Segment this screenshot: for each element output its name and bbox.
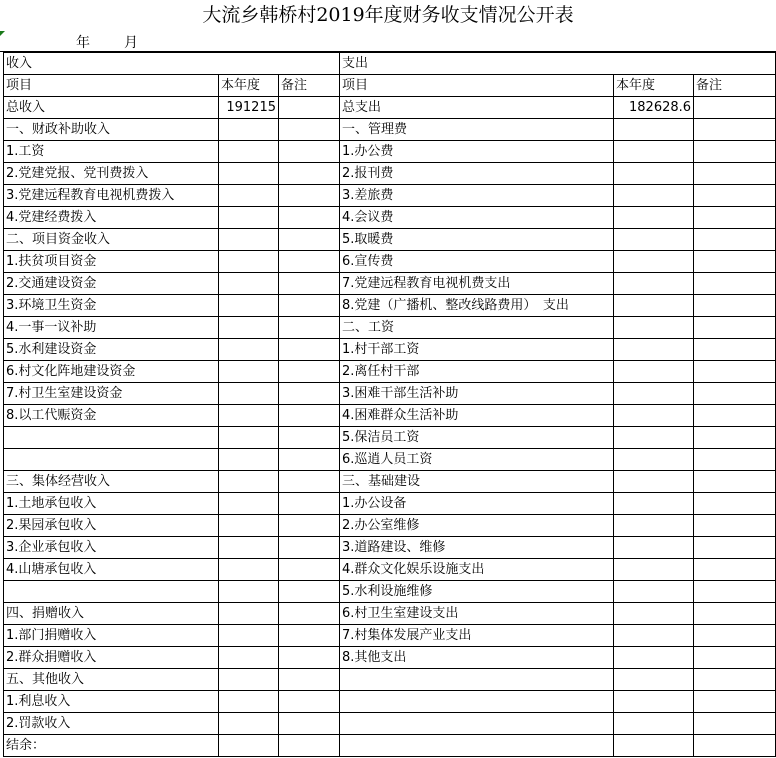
- income-note-cell[interactable]: [279, 295, 340, 317]
- table-row: [4, 581, 776, 603]
- income-item-cell[interactable]: 2.交通建设资金: [4, 273, 219, 295]
- income-item-cell[interactable]: 三、集体经营收入: [4, 471, 219, 493]
- expense-amount-cell[interactable]: [614, 427, 694, 449]
- income-item-cell[interactable]: 1.部门捐赠收入: [4, 625, 219, 647]
- expense-item-cell[interactable]: 8.其他支出: [340, 647, 614, 669]
- expense-note-cell[interactable]: [694, 559, 776, 581]
- income-item-cell[interactable]: [4, 449, 219, 471]
- income-note-cell[interactable]: [279, 185, 340, 207]
- income-note-cell[interactable]: [279, 317, 340, 339]
- income-amount-cell[interactable]: [219, 229, 279, 251]
- income-item-cell[interactable]: 2.党建党报、党刊费拨入: [4, 163, 219, 185]
- income-item-cell[interactable]: 1.扶贫项目资金: [4, 251, 219, 273]
- table-row: [4, 229, 776, 251]
- expense-note-cell[interactable]: [694, 735, 776, 757]
- income-amount-cell[interactable]: [219, 713, 279, 735]
- expense-note-cell[interactable]: [694, 537, 776, 559]
- table-row: [4, 449, 776, 471]
- expense-note-cell[interactable]: [694, 339, 776, 361]
- table-row: [4, 735, 776, 757]
- column-header-row: [4, 75, 776, 97]
- expense-note-cell[interactable]: [694, 493, 776, 515]
- table-row: [4, 405, 776, 427]
- income-note-cell[interactable]: [279, 493, 340, 515]
- expense-note-cell[interactable]: [694, 449, 776, 471]
- date-year-label: 年: [76, 35, 90, 51]
- income-note-cell[interactable]: [279, 713, 340, 735]
- expense-note-cell[interactable]: [694, 581, 776, 603]
- expense-amount-cell[interactable]: [614, 273, 694, 295]
- expense-item-cell[interactable]: 6.村卫生室建设支出: [340, 603, 614, 625]
- income-note-cell[interactable]: [279, 735, 340, 757]
- income-note-cell[interactable]: [279, 251, 340, 273]
- income-item-cell[interactable]: 1.利息收入: [4, 691, 219, 713]
- table-row: [4, 427, 776, 449]
- table-row: [4, 471, 776, 493]
- table-row: [4, 163, 776, 185]
- expense-amount-cell[interactable]: [614, 185, 694, 207]
- expense-amount-cell[interactable]: [614, 669, 694, 691]
- income-amount-cell[interactable]: [219, 647, 279, 669]
- expense-item-cell[interactable]: 5.水利设施维修: [340, 581, 614, 603]
- expense-note-header[interactable]: 备注: [694, 75, 776, 97]
- income-item-cell[interactable]: 2.罚款收入: [4, 713, 219, 735]
- income-note-cell[interactable]: [279, 515, 340, 537]
- table-row: [4, 383, 776, 405]
- income-note-cell[interactable]: [279, 405, 340, 427]
- expense-note-cell[interactable]: [694, 647, 776, 669]
- expense-item-cell[interactable]: [340, 691, 614, 713]
- total-row: [4, 97, 776, 119]
- income-item-cell[interactable]: 6.村文化阵地建设资金: [4, 361, 219, 383]
- income-note-cell[interactable]: [279, 207, 340, 229]
- page-title: 大流乡韩桥村2019年度财务收支情况公开表: [202, 4, 574, 26]
- income-amount-cell[interactable]: [219, 559, 279, 581]
- expense-amount-cell[interactable]: [614, 207, 694, 229]
- expense-amount-cell[interactable]: [614, 537, 694, 559]
- income-item-cell[interactable]: 结余：: [4, 735, 219, 757]
- expense-amount-cell[interactable]: [614, 625, 694, 647]
- income-amount-header[interactable]: 本年度: [219, 75, 279, 97]
- income-note-cell[interactable]: [279, 625, 340, 647]
- expense-amount-cell[interactable]: [614, 471, 694, 493]
- expense-amount-cell[interactable]: [614, 251, 694, 273]
- total-expense-label[interactable]: 总支出: [340, 97, 614, 119]
- expense-item-cell[interactable]: 5.保洁员工资: [340, 427, 614, 449]
- expense-amount-cell[interactable]: [614, 735, 694, 757]
- income-amount-cell[interactable]: [219, 691, 279, 713]
- income-item-cell[interactable]: 五、其他收入: [4, 669, 219, 691]
- expense-item-cell[interactable]: 6.宣传费: [340, 251, 614, 273]
- income-note-cell[interactable]: [279, 229, 340, 251]
- income-amount-cell[interactable]: [219, 669, 279, 691]
- expense-amount-cell[interactable]: [614, 493, 694, 515]
- income-item-cell[interactable]: 2.果园承包收入: [4, 515, 219, 537]
- table-row: [4, 669, 776, 691]
- expense-note-cell[interactable]: [694, 251, 776, 273]
- income-item-cell[interactable]: 3.企业承包收入: [4, 537, 219, 559]
- income-amount-cell[interactable]: [219, 383, 279, 405]
- table-row: [4, 537, 776, 559]
- expense-amount-cell[interactable]: [614, 581, 694, 603]
- income-amount-cell[interactable]: [219, 537, 279, 559]
- income-item-cell[interactable]: 一、财政补助收入: [4, 119, 219, 141]
- income-item-cell[interactable]: [4, 581, 219, 603]
- income-amount-cell[interactable]: [219, 141, 279, 163]
- income-amount-cell[interactable]: [219, 361, 279, 383]
- expense-note-cell[interactable]: [694, 625, 776, 647]
- expense-item-cell[interactable]: 2.报刊费: [340, 163, 614, 185]
- expense-item-cell[interactable]: 1.办公费: [340, 141, 614, 163]
- income-amount-cell[interactable]: [219, 273, 279, 295]
- income-amount-cell[interactable]: [219, 207, 279, 229]
- expense-note-cell[interactable]: [694, 471, 776, 493]
- income-amount-cell[interactable]: [219, 317, 279, 339]
- section-header-row: [4, 53, 776, 75]
- income-item-cell[interactable]: 3.党建远程教育电视机费拨入: [4, 185, 219, 207]
- table-row: [4, 647, 776, 669]
- expense-item-cell[interactable]: 4.会议费: [340, 207, 614, 229]
- income-item-cell[interactable]: 四、捐赠收入: [4, 603, 219, 625]
- income-amount-cell[interactable]: [219, 119, 279, 141]
- expense-note-cell[interactable]: [694, 691, 776, 713]
- expense-amount-cell[interactable]: [614, 361, 694, 383]
- table-row: [4, 339, 776, 361]
- table-row: [4, 317, 776, 339]
- expense-note-cell[interactable]: [694, 383, 776, 405]
- income-item-cell[interactable]: 4.一事一议补助: [4, 317, 219, 339]
- expense-amount-cell[interactable]: [614, 295, 694, 317]
- expense-note-cell[interactable]: [694, 427, 776, 449]
- expense-amount-cell[interactable]: [614, 559, 694, 581]
- total-expense-value[interactable]: 182628.6: [614, 97, 694, 119]
- income-note-cell[interactable]: [279, 141, 340, 163]
- expense-item-cell[interactable]: [340, 713, 614, 735]
- income-note-header[interactable]: 备注: [279, 75, 340, 97]
- expense-note-cell[interactable]: [694, 141, 776, 163]
- income-amount-cell[interactable]: [219, 295, 279, 317]
- date-month-label: 月: [124, 35, 138, 51]
- income-amount-cell[interactable]: [219, 449, 279, 471]
- income-amount-cell[interactable]: [219, 185, 279, 207]
- expense-note-cell[interactable]: [694, 405, 776, 427]
- income-amount-cell[interactable]: [219, 581, 279, 603]
- expense-amount-cell[interactable]: [614, 339, 694, 361]
- income-amount-cell[interactable]: [219, 493, 279, 515]
- income-note-cell[interactable]: [279, 581, 340, 603]
- expense-amount-cell[interactable]: [614, 449, 694, 471]
- expense-amount-cell[interactable]: [614, 405, 694, 427]
- expense-item-cell[interactable]: 1.村干部工资: [340, 339, 614, 361]
- expense-amount-cell[interactable]: [614, 229, 694, 251]
- income-note-cell[interactable]: [279, 383, 340, 405]
- expense-note-cell[interactable]: [694, 185, 776, 207]
- expense-item-cell[interactable]: 6.巡逍人员工资: [340, 449, 614, 471]
- expense-note-cell[interactable]: [694, 207, 776, 229]
- table-row: [4, 361, 776, 383]
- date-row: [0, 31, 776, 52]
- expense-item-cell[interactable]: [340, 669, 614, 691]
- income-item-cell[interactable]: 4.党建经费拨入: [4, 207, 219, 229]
- table-row: [4, 603, 776, 625]
- income-note-cell[interactable]: [279, 273, 340, 295]
- table-row: [4, 295, 776, 317]
- income-note-cell[interactable]: [279, 449, 340, 471]
- expense-item-cell[interactable]: 7.村集体发展产业支出: [340, 625, 614, 647]
- income-item-cell[interactable]: 4.山塘承包收入: [4, 559, 219, 581]
- expense-item-cell[interactable]: 3.差旅费: [340, 185, 614, 207]
- income-item-cell[interactable]: 二、项目资金收入: [4, 229, 219, 251]
- expense-note-cell[interactable]: [694, 295, 776, 317]
- income-item-cell[interactable]: 1.工资: [4, 141, 219, 163]
- income-note-cell[interactable]: [279, 339, 340, 361]
- expense-amount-cell[interactable]: [614, 163, 694, 185]
- income-amount-cell[interactable]: [219, 471, 279, 493]
- total-income-value[interactable]: 191215: [219, 97, 279, 119]
- income-item-cell[interactable]: 8.以工代赈资金: [4, 405, 219, 427]
- table-row: [4, 493, 776, 515]
- expense-item-cell[interactable]: 2.离任村干部: [340, 361, 614, 383]
- income-amount-cell[interactable]: [219, 427, 279, 449]
- expense-item-cell[interactable]: 二、工资: [340, 317, 614, 339]
- table-row: [4, 691, 776, 713]
- income-note-cell[interactable]: [279, 559, 340, 581]
- income-item-header[interactable]: 项目: [4, 75, 219, 97]
- table-row: [4, 251, 776, 273]
- table-row: [4, 713, 776, 735]
- income-note-cell[interactable]: [279, 669, 340, 691]
- income-amount-cell[interactable]: [219, 515, 279, 537]
- table-row: [4, 119, 776, 141]
- income-note-cell[interactable]: [279, 361, 340, 383]
- income-note-cell[interactable]: [279, 427, 340, 449]
- expense-amount-cell[interactable]: [614, 647, 694, 669]
- expense-amount-cell[interactable]: [614, 141, 694, 163]
- income-note-cell[interactable]: [279, 119, 340, 141]
- expense-amount-cell[interactable]: [614, 317, 694, 339]
- expense-amount-cell[interactable]: [614, 691, 694, 713]
- income-note-cell[interactable]: [279, 471, 340, 493]
- income-amount-cell[interactable]: [219, 251, 279, 273]
- expense-note-cell[interactable]: [694, 163, 776, 185]
- income-amount-cell[interactable]: [219, 163, 279, 185]
- table-row: [4, 141, 776, 163]
- expense-amount-cell[interactable]: [614, 713, 694, 735]
- expense-item-cell[interactable]: 4.困难群众生活补助: [340, 405, 614, 427]
- income-amount-cell[interactable]: [219, 735, 279, 757]
- expense-amount-cell[interactable]: [614, 515, 694, 537]
- income-amount-cell[interactable]: [219, 405, 279, 427]
- expense-item-cell[interactable]: 3.困难干部生活补助: [340, 383, 614, 405]
- expense-item-header[interactable]: 项目: [340, 75, 614, 97]
- expense-item-cell[interactable]: 7.党建远程教育电视机费支出: [340, 273, 614, 295]
- expense-amount-cell[interactable]: [614, 603, 694, 625]
- income-item-cell[interactable]: 7.村卫生室建设资金: [4, 383, 219, 405]
- income-note-cell[interactable]: [279, 537, 340, 559]
- expense-note-cell[interactable]: [694, 361, 776, 383]
- expense-note-cell[interactable]: [694, 273, 776, 295]
- income-item-cell[interactable]: 1.土地承包收入: [4, 493, 219, 515]
- table-row: [4, 207, 776, 229]
- expense-note-cell[interactable]: [694, 603, 776, 625]
- income-item-cell[interactable]: 2.群众捐赠收入: [4, 647, 219, 669]
- expense-item-cell[interactable]: 8.党建（广播机、整改线路费用） 支出: [340, 295, 614, 317]
- expense-note-cell[interactable]: [694, 317, 776, 339]
- expense-note-cell[interactable]: [694, 669, 776, 691]
- table-row: [4, 185, 776, 207]
- income-note-cell[interactable]: [279, 691, 340, 713]
- income-amount-cell[interactable]: [219, 339, 279, 361]
- table-row: [4, 625, 776, 647]
- income-item-cell[interactable]: 5.水利建设资金: [4, 339, 219, 361]
- income-amount-cell[interactable]: [219, 625, 279, 647]
- expense-item-cell[interactable]: 3.道路建设、维修: [340, 537, 614, 559]
- income-amount-cell[interactable]: [219, 603, 279, 625]
- table-row: [4, 559, 776, 581]
- income-item-cell[interactable]: [4, 427, 219, 449]
- total-expense-note[interactable]: [694, 97, 776, 119]
- income-note-cell[interactable]: [279, 647, 340, 669]
- table-row: [4, 273, 776, 295]
- income-section-header[interactable]: 收入: [4, 53, 340, 75]
- expense-item-cell[interactable]: [340, 735, 614, 757]
- expense-item-cell[interactable]: 2.办公室维修: [340, 515, 614, 537]
- expense-section-header[interactable]: 支出: [340, 53, 776, 75]
- expense-item-cell[interactable]: 三、基础建设: [340, 471, 614, 493]
- expense-item-cell[interactable]: 1.办公设备: [340, 493, 614, 515]
- income-note-cell[interactable]: [279, 603, 340, 625]
- expense-amount-cell[interactable]: [614, 119, 694, 141]
- income-item-cell[interactable]: 3.环境卫生资金: [4, 295, 219, 317]
- expense-note-cell[interactable]: [694, 515, 776, 537]
- expense-item-cell[interactable]: 4.群众文化娱乐设施支出: [340, 559, 614, 581]
- expense-note-cell[interactable]: [694, 229, 776, 251]
- expense-item-cell[interactable]: 一、管理费: [340, 119, 614, 141]
- expense-item-cell[interactable]: 5.取暖费: [340, 229, 614, 251]
- total-income-note[interactable]: [279, 97, 340, 119]
- expense-amount-header[interactable]: 本年度: [614, 75, 694, 97]
- finance-table: [3, 52, 776, 757]
- total-income-label[interactable]: 总收入: [4, 97, 219, 119]
- income-note-cell[interactable]: [279, 163, 340, 185]
- table-row: [4, 515, 776, 537]
- expense-amount-cell[interactable]: [614, 383, 694, 405]
- expense-note-cell[interactable]: [694, 119, 776, 141]
- expense-note-cell[interactable]: [694, 713, 776, 735]
